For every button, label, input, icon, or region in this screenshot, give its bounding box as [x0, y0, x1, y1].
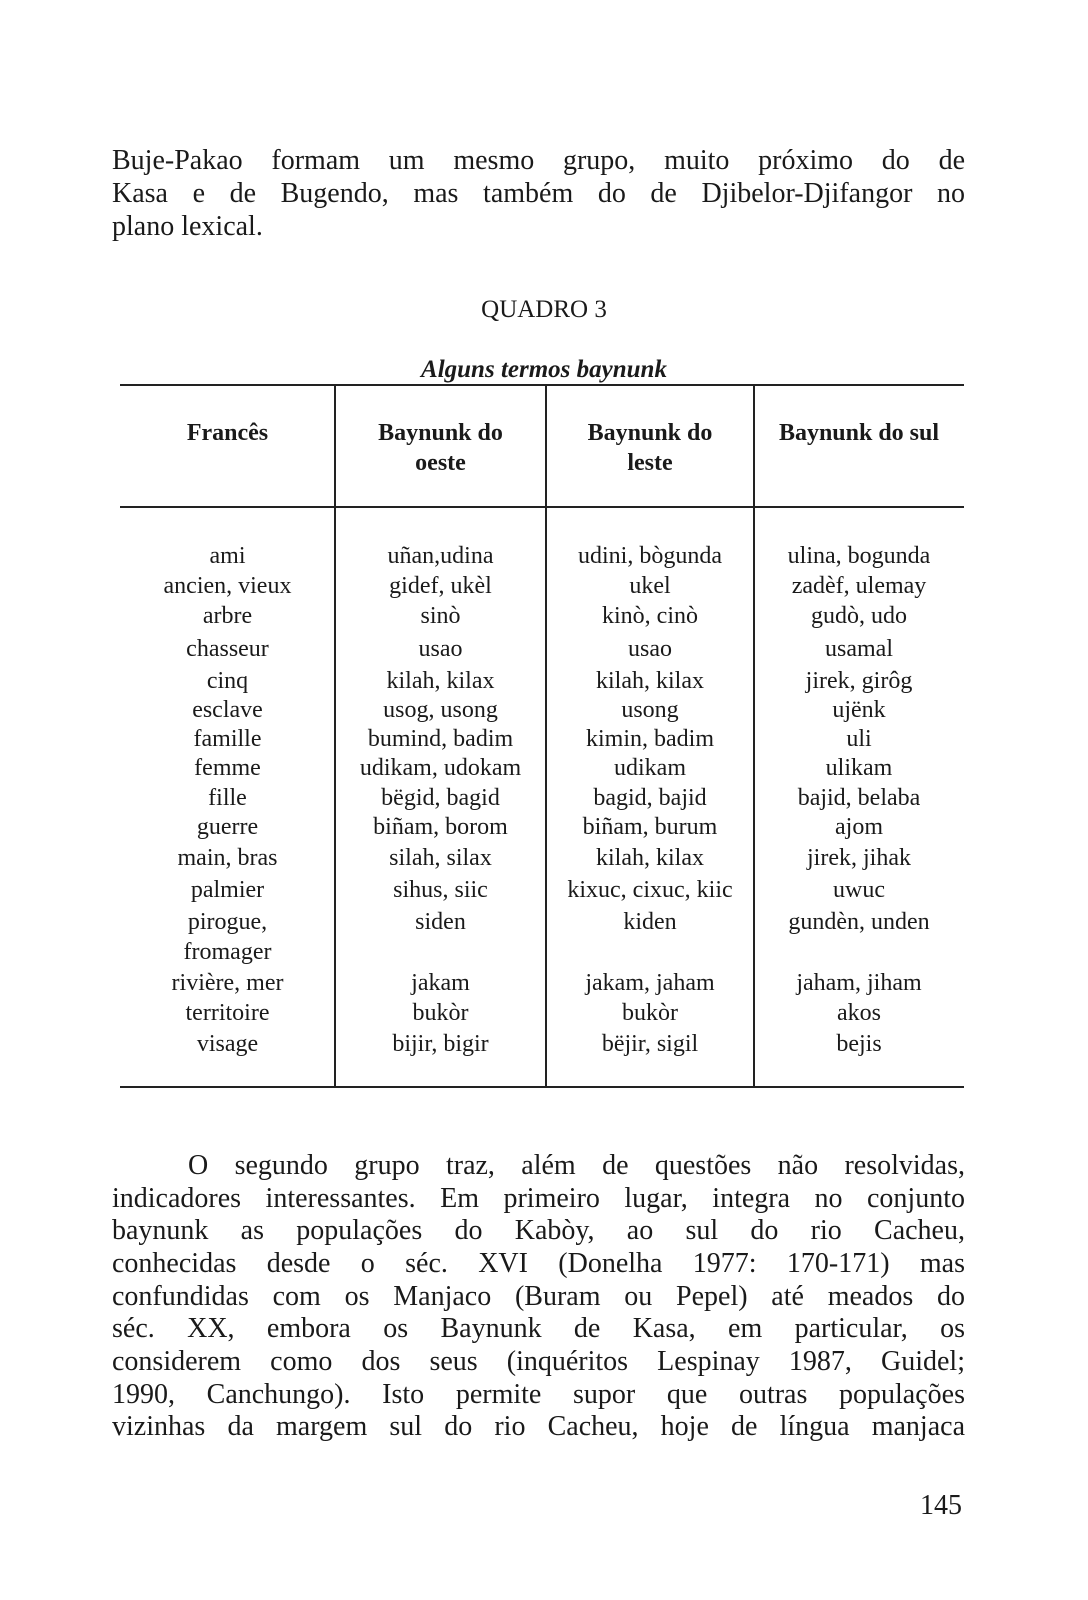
- table-cell: guerre: [196, 814, 259, 840]
- table-cell: femme: [194, 755, 261, 781]
- table-cell: siden: [415, 909, 466, 935]
- table-cell: biñam, burum: [582, 814, 718, 840]
- table-cell: bajid, belaba: [797, 785, 921, 811]
- table-cell: ukel: [629, 573, 671, 599]
- text-line: considerem como dos seus (inquéritos Lespinay 1987, Guidel;: [112, 1346, 965, 1377]
- text-line: plano lexical.: [112, 211, 263, 242]
- table-cell: sihus, siic: [393, 877, 488, 903]
- text-line: séc. XX, embora os Baynunk de Kasa, em particular, os: [112, 1313, 965, 1344]
- table-cell: udini, bògunda: [578, 543, 722, 569]
- table-cell: kinò, cinò: [602, 603, 698, 629]
- table-cell: ajom: [835, 814, 883, 840]
- table-cell: bukòr: [412, 1000, 469, 1026]
- table-cell: gundèn, unden: [788, 909, 930, 935]
- text-line: indicadores interessantes. Em primeiro lugar, integra no conjunto: [112, 1183, 965, 1214]
- header-baynunk-leste: Baynunk do leste: [587, 420, 713, 476]
- table-cell: bumind, badim: [367, 726, 514, 752]
- table-cell: cinq: [206, 668, 249, 694]
- table-cell: famille: [193, 726, 262, 752]
- table-cell: sinò: [420, 603, 461, 629]
- table-row: [120, 571, 964, 601]
- table-cell: bejis: [836, 1031, 882, 1057]
- table-row: [120, 695, 964, 725]
- table-cell: ulikam: [825, 755, 893, 781]
- table-cell: kixuc, cixuc, kiic: [567, 877, 733, 903]
- table-cell: palmier: [190, 877, 265, 903]
- table-cell: uwuc: [833, 877, 885, 903]
- table-cell: jirek, girôg: [805, 668, 913, 694]
- table-cell: kilah, kilax: [596, 668, 704, 694]
- header-baynunk-sul: Baynunk do sul: [778, 420, 940, 446]
- table-cell: kiden: [623, 909, 677, 935]
- table-cell: kilah, kilax: [386, 668, 495, 694]
- table-cell: zadèf, ulemay: [791, 573, 927, 599]
- table-cell: jaham, jiham: [796, 970, 922, 996]
- table-caption: Alguns termos baynunk: [421, 356, 667, 383]
- text-line: 1990, Canchungo). Isto permite supor que outras populações: [112, 1379, 965, 1410]
- text-line: confundidas com os Manjaco (Buram ou Pepel) até meados do: [112, 1281, 965, 1312]
- table-row: [120, 875, 964, 905]
- table-cell: biñam, borom: [373, 814, 508, 840]
- table-cell: kilah, kilax: [596, 845, 704, 871]
- table-row: [120, 601, 964, 631]
- table-cell: gidef, ukèl: [389, 573, 492, 599]
- table-bottom-rule: [120, 1086, 964, 1088]
- table-row: [120, 753, 964, 783]
- table-cell: jirek, jihak: [807, 845, 911, 871]
- table-cell: ancien, vieux: [163, 573, 292, 599]
- table-cell: ami: [209, 543, 246, 569]
- text-line: O segundo grupo traz, além de questões não resolvidas,: [188, 1150, 965, 1181]
- table-cell: akos: [837, 1000, 881, 1026]
- table-cell: jakam, jaham: [585, 970, 715, 996]
- table-row: [120, 634, 964, 664]
- table-cell: usong: [621, 697, 679, 723]
- table-cell: usao: [628, 636, 672, 662]
- table-cell: usog, usong: [383, 697, 498, 723]
- text-line: Kasa e de Bugendo, mas também do de Djibelor-Djifangor no: [112, 178, 965, 209]
- table-cell: pirogue, fromager: [183, 909, 272, 965]
- text-line: conhecidas desde o séc. XVI (Donelha 1977: 170-171) mas: [112, 1248, 965, 1279]
- table-cell: rivière, mer: [171, 970, 284, 996]
- table-row: [120, 541, 964, 571]
- table-cell: silah, silax: [389, 845, 492, 871]
- table-cell: bagid, bajid: [593, 785, 707, 811]
- table-row: [120, 666, 964, 696]
- table-cell: arbre: [202, 603, 253, 629]
- table-cell: ulina, bogunda: [787, 543, 931, 569]
- text-line: baynunk as populações do Kabòy, ao sul do rio Cacheu,: [112, 1215, 965, 1246]
- text-line: vizinhas da margem sul do rio Cacheu, hoje de língua manjaca: [112, 1411, 965, 1442]
- table-cell: bijir, bigir: [392, 1031, 489, 1057]
- table-row: [120, 968, 964, 998]
- table-cell: kimin, badim: [586, 726, 714, 752]
- table-cell: gudò, udo: [811, 603, 907, 629]
- table-cell: esclave: [192, 697, 263, 723]
- table-row: [120, 907, 964, 965]
- table-row: [120, 783, 964, 813]
- table-row: [120, 998, 964, 1028]
- table-cell: main, bras: [177, 845, 278, 871]
- header-frances: Francês: [186, 420, 269, 446]
- table-row: [120, 843, 964, 873]
- table-row: [120, 724, 964, 754]
- table-cell: uli: [846, 726, 872, 752]
- table-cell: udikam, udokam: [359, 755, 522, 781]
- table-cell: visage: [196, 1031, 259, 1057]
- page-number: 145: [920, 1490, 962, 1521]
- table-cell: fille: [208, 785, 247, 811]
- header-baynunk-oeste: Baynunk do oeste: [378, 420, 503, 476]
- table-cell: ujënk: [832, 697, 886, 723]
- table-row: [120, 812, 964, 842]
- table-cell: chasseur: [186, 636, 269, 662]
- table-row: [120, 1029, 964, 1059]
- table-label: QUADRO 3: [481, 296, 607, 323]
- table-cell: bëjir, sigil: [601, 1031, 699, 1057]
- table-cell: usamal: [825, 636, 893, 662]
- table-cell: territoire: [185, 1000, 270, 1026]
- table-cell: jakam: [411, 970, 470, 996]
- table-cell: uñan,udina: [387, 543, 494, 569]
- table-cell: bukòr: [622, 1000, 678, 1026]
- table-cell: bëgid, bagid: [381, 785, 500, 811]
- table-header-rule: [120, 506, 964, 508]
- table-cell: udikam: [614, 755, 686, 781]
- table-cell: usao: [418, 636, 463, 662]
- text-line: Buje-Pakao formam um mesmo grupo, muito próximo do de: [112, 145, 965, 176]
- table-top-rule: [120, 384, 964, 386]
